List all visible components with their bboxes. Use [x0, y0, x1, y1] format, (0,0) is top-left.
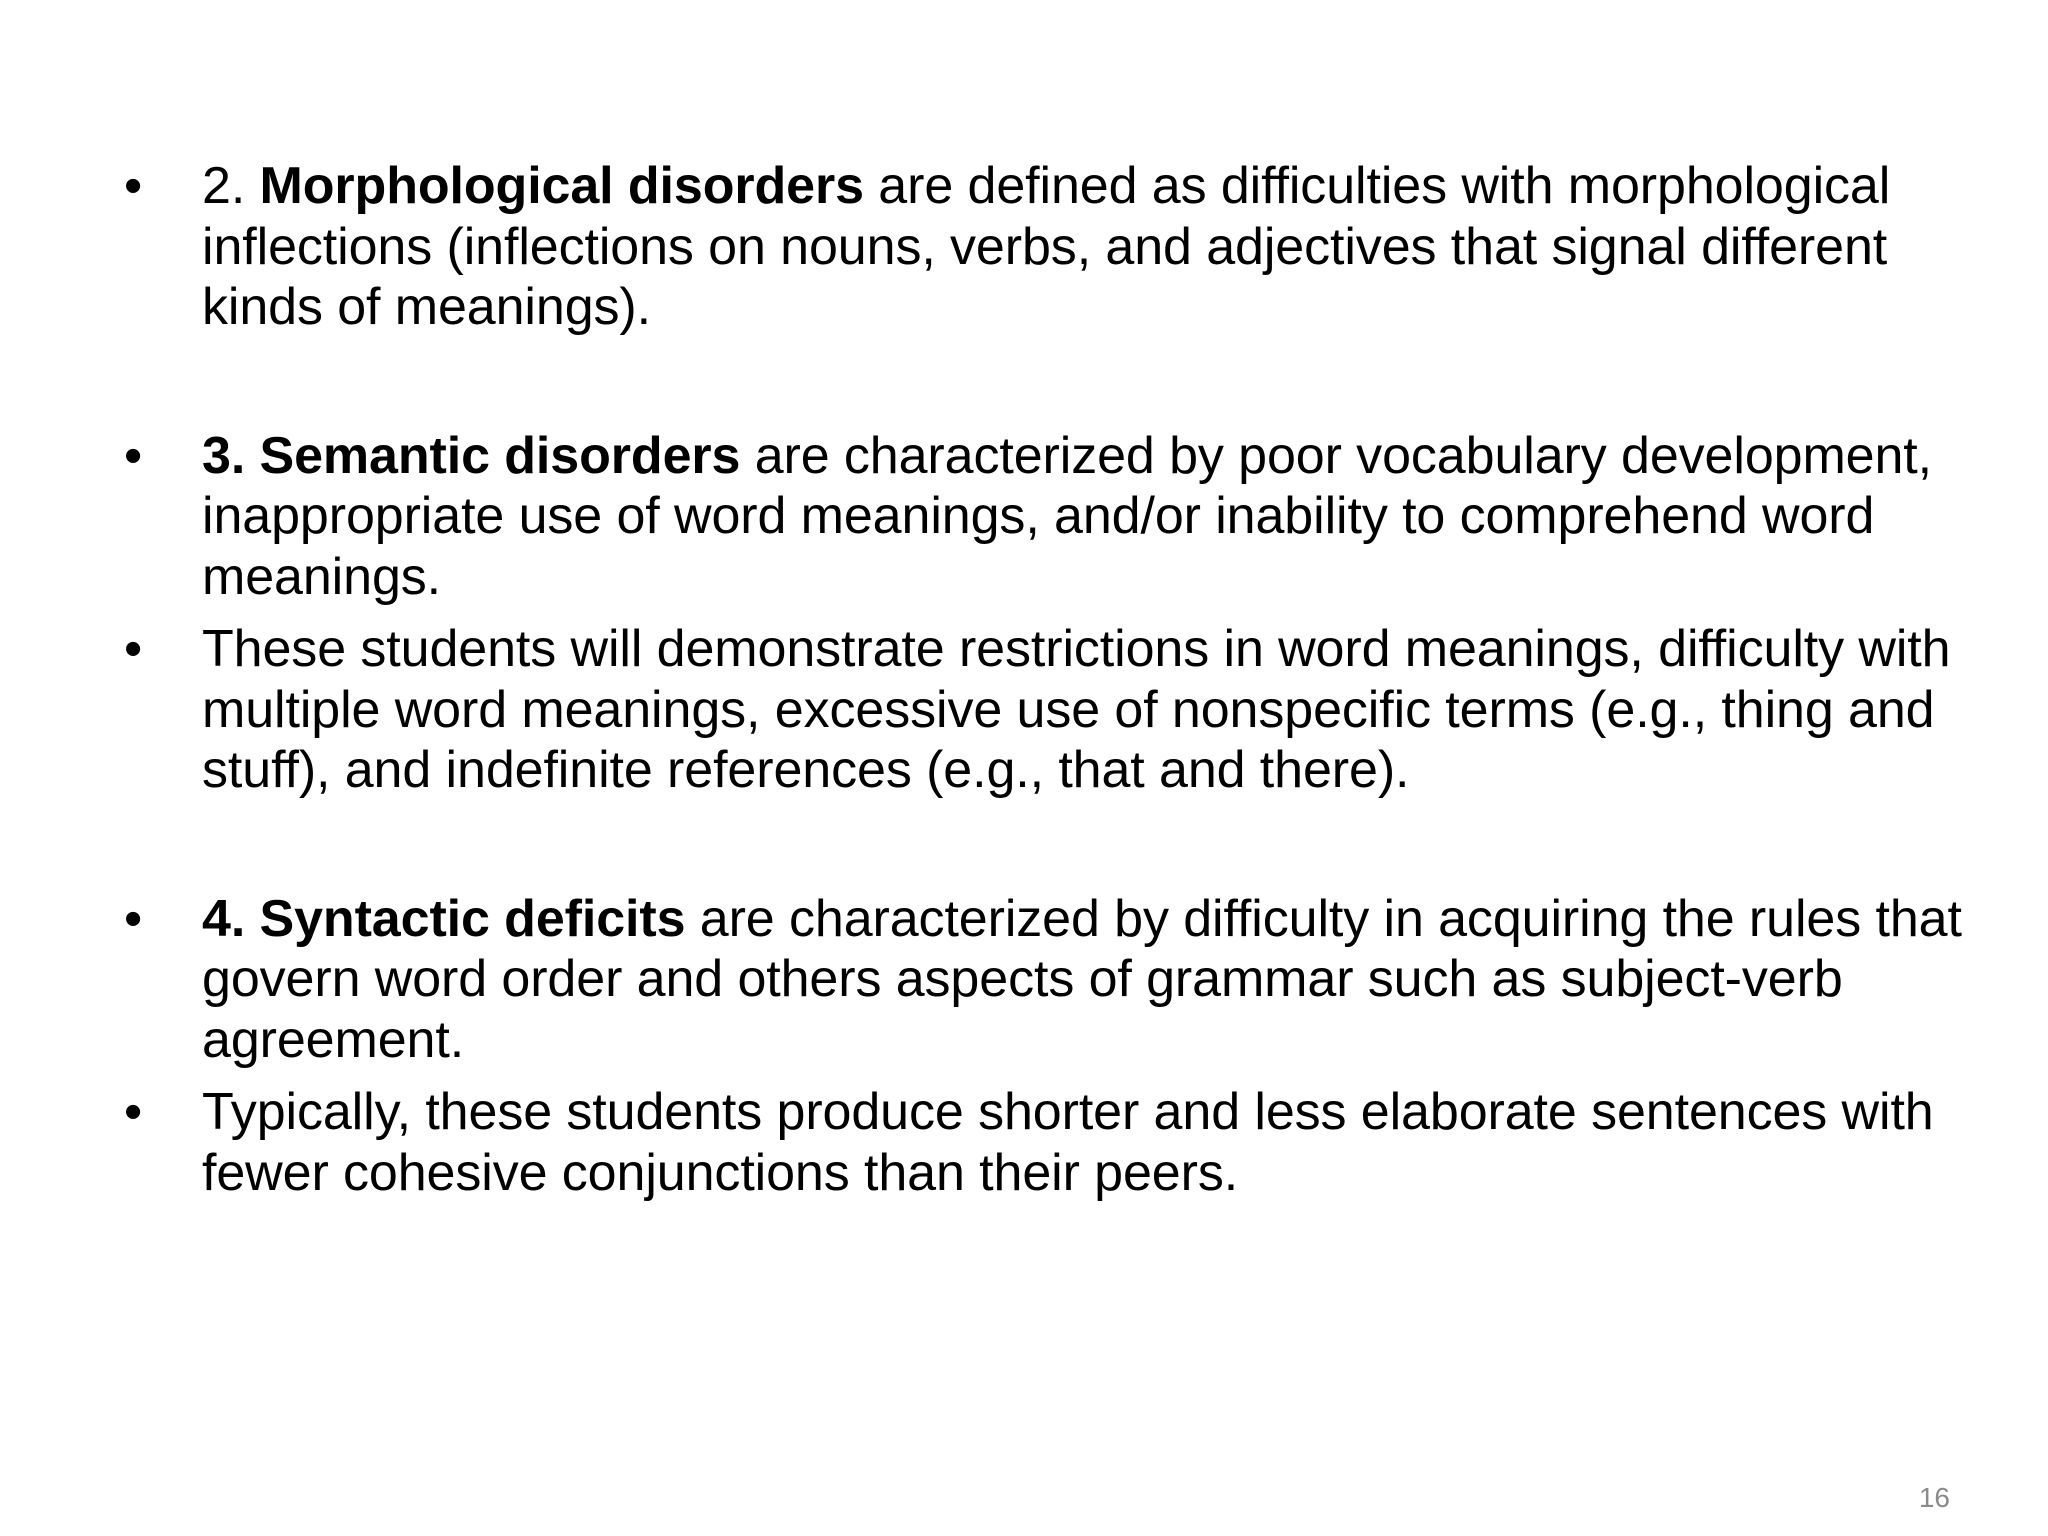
bullet-list: [118, 156, 1998, 1203]
bullet-icon: •: [124, 620, 143, 678]
bullet-semantic-examples: [118, 619, 1998, 801]
bullet-prefix: 2.: [202, 157, 260, 215]
bullet-morphological-disorders: [118, 156, 1998, 338]
bullet-text: Typically, these students produce shorter and less elaborate sentences with fewer cohesive conjunctions than their peers.: [202, 1083, 1934, 1202]
bullet-icon: •: [124, 1083, 143, 1141]
bullet-text: are characterized by poor vocabulary development, inappropriate use of word meanings, and/or inability to comprehend word meanings.: [202, 426, 1933, 606]
bullet-text: are defined as difficulties with morphological inflections (inflections on nouns, verbs, and adjectives that signal different kinds of meanings).: [202, 157, 1891, 336]
bullet-term: 3. Semantic disorders: [202, 426, 741, 485]
bullet-semantic-disorders: [118, 426, 1998, 608]
bullet-icon: •: [124, 157, 143, 215]
bullet-icon: •: [124, 889, 143, 948]
bullet-icon: •: [124, 426, 143, 485]
bullet-text: are characterized by difficulty in acquiring the rules that govern word order and others aspects of grammar such as subject-verb agreement.: [202, 889, 1962, 1069]
bullet-text: These students will demonstrate restrictions in word meanings, difficulty with multiple word meanings, excessive use of nonspecific terms (e.g., thing and stuff), and indefinite references (e.g., that and there).: [202, 620, 1951, 799]
bullet-term: Morphological disorders: [259, 157, 864, 215]
bullet-syntactic-deficits: [118, 889, 1998, 1071]
bullet-term: 4. Syntactic deficits: [202, 889, 686, 948]
page-number: 16: [1918, 1482, 1950, 1513]
bullet-syntactic-examples: [118, 1082, 1998, 1203]
